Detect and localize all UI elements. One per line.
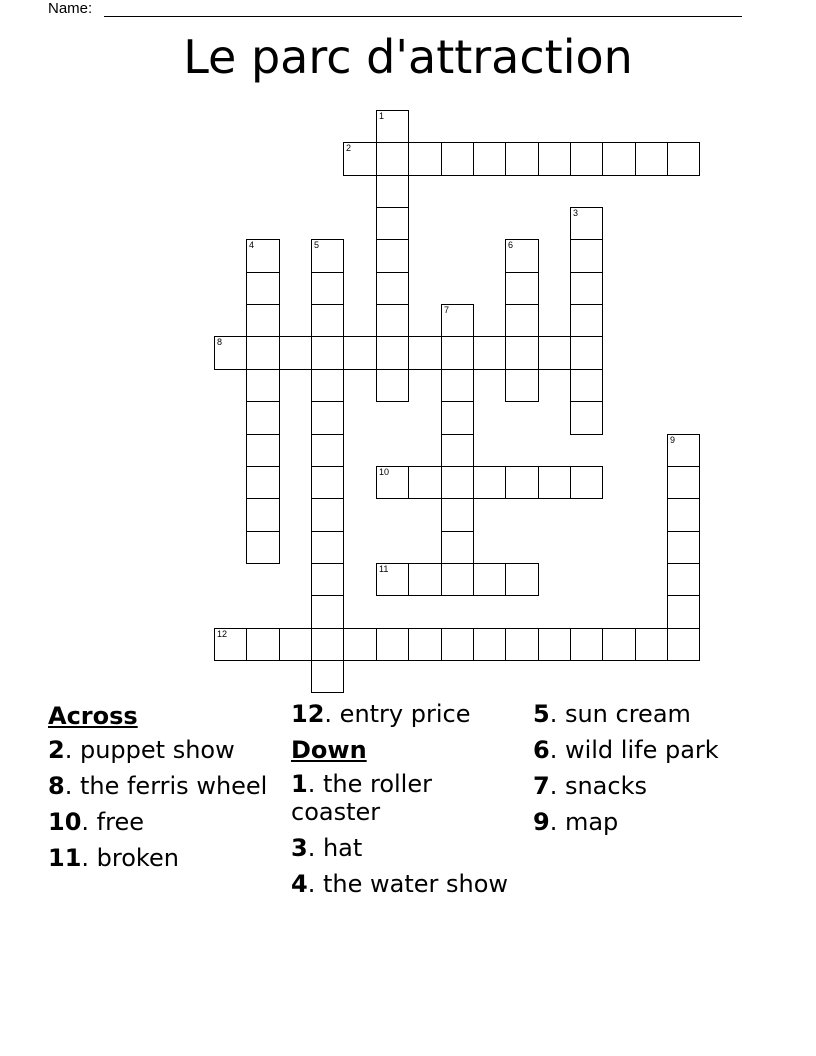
clue-item-number: 11 [48,844,82,872]
grid-cell[interactable] [667,531,700,564]
grid-cell[interactable] [246,239,280,273]
clue-item-text: snacks [564,772,647,800]
clue-number: 10 [379,467,390,477]
clue-item-text: map [564,808,619,836]
clue-number: 4 [249,240,255,250]
grid-cell[interactable] [570,401,603,435]
grid-cell[interactable] [246,369,280,402]
grid-cell[interactable] [538,466,571,499]
clue-item-text: wild life park [564,736,719,764]
grid-cell[interactable] [635,628,668,661]
clue-number: 9 [670,435,676,445]
grid-cell[interactable] [538,628,571,661]
grid-cell[interactable] [505,628,539,661]
grid-cell[interactable] [376,628,409,661]
clue-item-text: sun cream [564,700,691,728]
grid-cell[interactable] [408,142,442,176]
grid-cell[interactable] [311,369,344,402]
clue-item: 8. the ferris wheel [48,772,268,800]
clue-item: 11. broken [48,844,179,872]
clue-item: 3. hat [291,834,363,862]
grid-cell[interactable] [311,401,344,435]
grid-cell[interactable] [376,239,409,273]
grid-cell[interactable] [570,272,603,305]
clue-item-text: entry price [339,700,471,728]
grid-cell[interactable] [441,531,474,564]
clue-item-text: broken [96,844,179,872]
grid-cell[interactable] [311,434,344,467]
grid-cell[interactable] [246,628,280,661]
grid-cell[interactable] [667,498,700,532]
grid-cell[interactable] [570,304,603,337]
grid-cell[interactable] [214,336,247,370]
clue-number: 7 [444,305,450,315]
grid-cell[interactable] [505,563,539,596]
grid-cell[interactable] [441,369,474,402]
grid-cell[interactable] [538,142,571,176]
grid-cell[interactable] [505,369,539,402]
grid-cell[interactable] [376,207,409,240]
grid-cell[interactable] [311,628,344,661]
clue-item-number: 5 [533,700,550,728]
clue-item-number: 12 [291,700,325,728]
grid-cell[interactable] [376,110,409,143]
clues-column-2 [291,700,521,906]
clue-item-number: 2 [48,736,65,764]
grid-cell[interactable] [311,239,344,273]
grid-cell[interactable] [311,531,344,564]
grid-cell[interactable] [570,369,603,402]
grid-cell[interactable] [570,466,603,499]
grid-cell[interactable] [441,401,474,435]
grid-cell[interactable] [246,401,280,435]
grid-cell[interactable] [505,239,539,273]
clue-item-text: the ferris wheel [79,772,268,800]
grid-cell[interactable] [376,272,409,305]
clue-item: 9. map [533,808,619,836]
clue-item-text: free [96,808,144,836]
grid-cell[interactable] [311,336,344,370]
grid-cell[interactable] [311,595,344,629]
clue-item-number: 6 [533,736,550,764]
grid-cell[interactable] [311,304,344,337]
grid-cell[interactable] [505,336,539,370]
clue-item-number: 10 [48,808,82,836]
grid-cell[interactable] [538,336,571,370]
clue-item-text: the roller coaster [291,770,432,826]
across-heading: Across [48,702,138,730]
clue-item: 10. free [48,808,144,836]
grid-cell[interactable] [667,142,700,176]
grid-cell[interactable] [376,466,409,499]
grid-cell[interactable] [376,142,409,176]
grid-cell[interactable] [602,142,636,176]
clue-item-number: 8 [48,772,65,800]
grid-cell[interactable] [667,434,700,467]
grid-cell[interactable] [441,336,474,370]
grid-cell[interactable] [441,466,474,499]
name-label: Name: [48,0,93,17]
grid-cell[interactable] [505,272,539,305]
grid-cell[interactable] [311,660,344,693]
grid-cell[interactable] [376,563,409,596]
grid-cell[interactable] [246,304,280,337]
grid-cell[interactable] [343,628,377,661]
clue-item: 5. sun cream [533,700,691,728]
clue-item-text: puppet show [79,736,235,764]
grid-cell[interactable] [505,304,539,337]
clue-item-text: hat [322,834,363,862]
grid-cell[interactable] [343,142,377,176]
grid-cell[interactable] [570,239,603,273]
clues-column-1 [48,700,278,880]
clue-number: 6 [508,240,514,250]
grid-cell[interactable] [635,142,668,176]
clue-item-text: the water show [322,870,509,898]
grid-cell[interactable] [408,628,442,661]
grid-cell[interactable] [376,336,409,370]
grid-cell[interactable] [570,142,603,176]
clue-number: 2 [346,143,352,153]
grid-cell[interactable] [311,272,344,305]
grid-cell[interactable] [441,563,474,596]
clue-item: 4. the water show [291,870,509,898]
grid-cell[interactable] [279,336,312,370]
grid-cell[interactable] [473,466,506,499]
clue-item: 6. wild life park [533,736,719,764]
clue-item-number: 3 [291,834,308,862]
grid-cell[interactable] [505,466,539,499]
grid-cell[interactable] [667,466,700,499]
page-title: Le parc d'attraction [183,30,633,84]
grid-cell[interactable] [376,369,409,402]
grid-cell[interactable] [441,434,474,467]
clue-item-number: 4 [291,870,308,898]
grid-cell[interactable] [246,531,280,564]
grid-cell[interactable] [602,628,636,661]
grid-cell[interactable] [408,336,442,370]
clue-item: 12. entry price [291,700,471,728]
grid-cell[interactable] [376,175,409,208]
grid-cell[interactable] [408,563,442,596]
clue-item: 7. snacks [533,772,647,800]
grid-cell[interactable] [570,628,603,661]
grid-cell[interactable] [441,628,474,661]
clue-number: 3 [573,208,579,218]
grid-cell[interactable] [570,207,603,240]
grid-cell[interactable] [667,628,700,661]
grid-cell[interactable] [246,434,280,467]
grid-cell[interactable] [473,142,506,176]
grid-cell[interactable] [311,563,344,596]
grid-cell[interactable] [408,466,442,499]
grid-cell[interactable] [376,304,409,337]
grid-cell[interactable] [473,336,506,370]
grid-cell[interactable] [473,563,506,596]
clue-number: 1 [379,111,385,121]
grid-cell[interactable] [667,563,700,596]
grid-cell[interactable] [311,498,344,532]
clue-item: 2. puppet show [48,736,235,764]
clue-item-number: 1 [291,770,308,798]
grid-cell[interactable] [343,336,377,370]
grid-cell[interactable] [570,336,603,370]
grid-cell[interactable] [246,498,280,532]
down-heading: Down [291,736,367,764]
grid-cell[interactable] [246,272,280,305]
grid-cell[interactable] [279,628,312,661]
clue-number: 11 [379,564,389,574]
grid-cell[interactable] [441,498,474,532]
grid-cell[interactable] [441,142,474,176]
grid-cell[interactable] [246,336,280,370]
grid-cell[interactable] [214,628,247,661]
grid-cell[interactable] [311,466,344,499]
grid-cell[interactable] [505,142,539,176]
clue-number: 8 [217,337,223,347]
grid-cell[interactable] [473,628,506,661]
clue-number: 12 [217,629,228,639]
grid-cell[interactable] [441,304,474,337]
grid-cell[interactable] [667,595,700,629]
clue-item-number: 9 [533,808,550,836]
clues-column-3 [533,700,763,844]
clue-number: 5 [314,240,320,250]
grid-cell[interactable] [246,466,280,499]
clue-item: 1. the roller coaster [291,770,432,826]
clue-item-number: 7 [533,772,550,800]
